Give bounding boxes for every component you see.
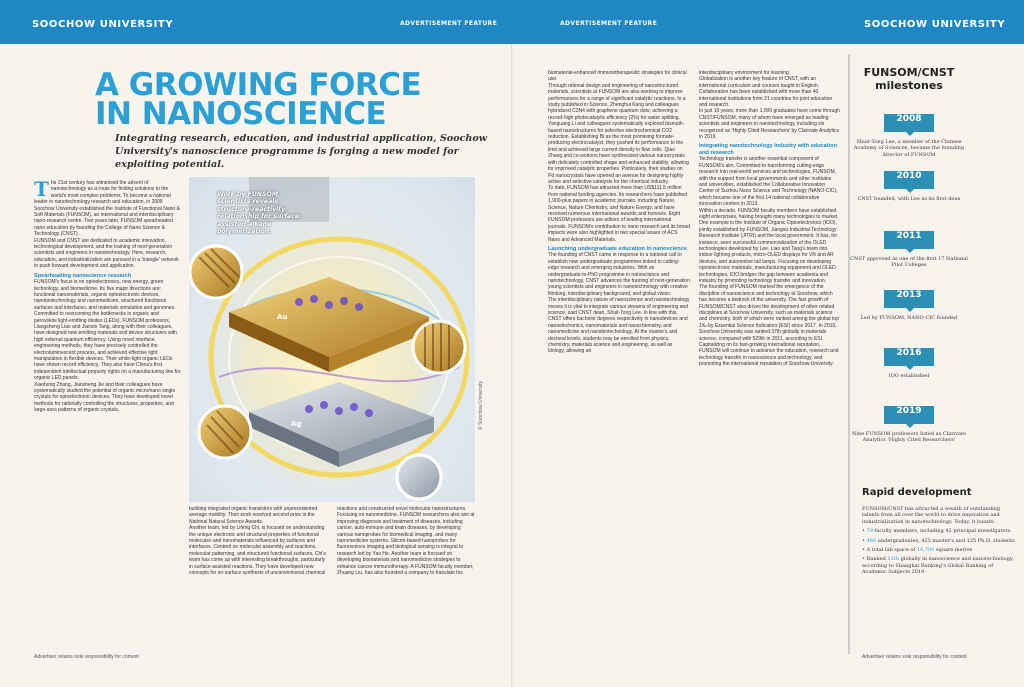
milestone-item [850, 398, 968, 444]
article-title [95, 67, 485, 132]
section-heading: Integrating nanotechnology industry with education and research [699, 143, 837, 156]
milestone-text: Led by FUNSOM, NANO-CIC founded [860, 315, 958, 321]
milestone-year: 2010 [884, 171, 934, 189]
page-gutter [511, 44, 513, 687]
drop-cap: T [34, 180, 49, 201]
paragraph: Globalization is another key feature of CNST, with an international curriculum and courses taught in English. Collaboration has been established with more than 40 international institutions from 21 countries for joint education and research. [699, 76, 833, 109]
sidebar-title: FUNSOM/CNST milestones [863, 66, 955, 92]
title-line-2: IN NANOSCIENCE [95, 96, 387, 132]
section-heading: Launching undergraduate education in nanoscience [548, 245, 687, 252]
article-column-1 [34, 180, 182, 640]
paragraph: interdisciplinary environment for learning. [699, 70, 791, 76]
article-column-5 [699, 70, 841, 642]
paragraph: The founding of FUNSOM marked the emergence of the discipline of nanoscience and technology at Soochow, which has become a bedrock of the university. The fast growth of FUNSOM/CNST also drives the development of other related disciplines at Soochow University, such as materials science and chemistry, both of which were ranked among the global top 1‰ by Essential Science Indicators (ESI) since 2017. In 2019, Soochow University was ranked 37th globally in materials science, compared with 529th in 2011, according to ESI. Capitalizing on its fast-growing international reputation, FUNSOM will continue to advance the education, research and technology transfer in nanoscience and technology, and promoting the international reputation of Soochow University. [699, 284, 839, 368]
paragraph: To date, FUNSOM has attracted more than US$111.5 million from national funding agencies. Its researchers have published 1,900-plus papers in academic journals, including Nature, Science, Nature Chemistry, and Nature Energy, and have received numerous international awards and honours. Eight FUNSOM professors are editors of leading international journals. FUNSOM's contribution to nano research and its broad impacts were also highlighted in two special issues of ACS Nano and Advanced Materials. [548, 185, 690, 243]
figure-caption: Work by FUNSOM scientists reveals structure-reactivity relationship for surface-assisted alkane polymerization. [217, 191, 302, 236]
article-standfirst: Integrating research, education, and industrial application, Soochow University's nanoscience programme is forging a new model for exploiting potential. [115, 133, 488, 170]
milestone-year: 2019 [884, 406, 934, 424]
rapid-development-heading: Rapid development [862, 487, 972, 498]
milestone-year: 2011 [884, 231, 934, 249]
milestone-item [850, 282, 968, 321]
section-heading: Spearheading nanoscience research [34, 272, 132, 279]
milestone-item [850, 163, 968, 202]
paragraph: Another team, led by Lifeng Chi, is focused on understanding the unique electronic and structural properties of functional molecules and nanomaterials influenced by surfaces and interfaces. Centred on molecular assembly and reactions, molecular patterning, and structured functional surfaces, Chi's team has come up with interesting breakthroughs, particularly in surface-assisted reactions. They have developed new concepts for on-surface synthesis of unconventional chemical [189, 525, 326, 577]
paragraph: building integrated organic transistors with unprecedented average mobility. Their work received second prize in the National Natural Science Awards. [189, 506, 318, 525]
paragraph: FUNSOM and CNST are dedicated to academic innovation, technological development, and the training of next-generation scientists and engineers in nanotechnology. Here, research, education, and industrialization are pursued in a 'triangle' network to push forward development and application. [34, 237, 179, 270]
milestone-text: CNST approved as one of the first 17 National Pilot Colleges [850, 256, 968, 269]
paragraph: FUNSOM's focus is on optoelectronics, new energy, green technology, and biomedicine. Its five major directions are: functional nanomaterials, organic optoelectronic devices, nanobiotechnology and nanomedicine, structured functional surfaces and interfaces, and materials simulation and genomes. [34, 279, 176, 311]
left-feature-label: ADVERTISEMENT FEATURE [400, 20, 498, 27]
milestone-item [850, 340, 968, 379]
list-item: • 468 undergraduates, 425 master's and 125 Ph.D. students [862, 537, 1015, 544]
article-column-3 [337, 506, 477, 636]
milestone-year: 2008 [884, 114, 934, 132]
figure-credit: © Soochow University [478, 381, 484, 430]
list-item: • 79 faculty members, including 42 principal investigators [862, 528, 1011, 535]
milestone-text: CNST founded, with Lee as its first dean [857, 196, 961, 202]
rapid-development-body [862, 506, 1018, 576]
left-page-header-bar [0, 0, 512, 44]
milestone-text: IOO established [888, 373, 930, 379]
article-figure [189, 177, 475, 502]
milestone-item [850, 223, 968, 269]
paragraph: The interdisciplinary nature of nanoscience and nanotechnology means it is vital to integrate various streams of engineering and science, said CNST dean, Shuit-Tong Lee. In line with this, CNST offers bachelor degrees respectively in nanodevices and nanoelectronics, nanomaterials and nanochemistry, and nanomedicine and nanobiotechnology. At the master's and doctoral levels, students may be enrolled from physics, chemistry, materials science and engineering, as well as biology, allowing an [548, 297, 690, 355]
paragraph: Committed to overcoming the bottlenecks in organic and perovskite light-emitting diodes (LEDs), FUNSOM professors, Liangsheng Liao and Jiansin Tang, along with their colleagues, have designed new emitting materials and device structures with high external quantum efficiency. Using novel interface engineering methods, they have precisely controlled the electroluminescent process, and achieved effective light manipulation in flexible devices. Their white-light organic LEDs have shown record efficiency. They also have China's first independent intellectual property rights on a manufacturing line for organic LED panels. [34, 311, 181, 382]
paragraph: The founding of CNST came in response to a national call to establish new undergraduate programmes linked to cutting-edge research and emerging industries. With an undergraduate-to-PhD programme in nanoscience and nanotechnology, CNST advances the training of next-generation young scientists and engineers in nanotechnology with creative thinking, interdisciplinary background, and global vision. [548, 252, 690, 297]
label-ag: Ag [291, 420, 302, 428]
paragraph: Within a decade, FUNSOM faculty members have established eight enterprises, having brought many technologies to market. One example is the Institute of Organic Optoelectronics (IOO), jointly established by FUNSOM, Jiangsu Industrial Technology Research Institute (JITRI) and the local government. It has, for instance, seen successful commercialization of the OLED technologies developed by Lee, Liao and Tang's team into indoor lighting products, micro-OLED displays for VR and AR devices, and automotive tail lamps. Focusing on developing optoelectronic materials, manufacturing equipment and OLED technologies, IOO bridges the gap between academia and industry by promoting technology transfer and innovation. [699, 207, 839, 284]
right-brand-label: SOOCHOW UNIVERSITY [864, 19, 1006, 30]
left-brand-label: SOOCHOW UNIVERSITY [32, 19, 174, 30]
milestone-year: 2013 [884, 290, 934, 308]
paragraph: Through rational design and engineering of nanostructured materials, scientists at FUNSOM are also working to improve performances for a range of significant catalytic reactions. In a study published in Science, Zhenghui Kang and colleagues hybridized C3N4 with graphene quantum dots, achieving a record-high photocatalytic efficiency (2%) for water splitting. [548, 82, 686, 121]
left-footer: Advertiser retains sole responsibility for content [34, 654, 139, 660]
rapid-intro: FUNSOM/CNST has attracted a wealth of outstanding talents from all over the world to drive innovation and industrialization in nanotechnology. Today, it boasts: [862, 506, 1001, 525]
paragraph: Yanguang Li and colleagues systematically explored bismuth-based nanostructures for selective electrochemical CO2 reduction. Establishing Bi as the most promising formate-producing electrocatalyst, they pushed its performance to the limit and achieved large current density in flow cells. Qiao Zhang and co-workers have synthesized various nanocrystals with delicately controlled shape and enhanced stability, allowing for improved catalytic properties. Particularly, their studies on Pd nanocrystals have opened an avenue for designing highly active and selective catalysts for the chemical industry. [548, 121, 689, 185]
rapid-list [862, 528, 1018, 575]
title-line-1: A GROWING FORCE [95, 67, 422, 103]
paragraph: reactions and constructed novel molecular nanostructures. [337, 506, 467, 512]
paragraph: Focusing on nanomedicine, FUNSOM researchers also aim at improving diagnosis and treatment of diseases, including cancer, auto-immune and brain diseases, by developing various nanoprobes for biomedical imaging, and many nanomedicine systems. Silicon-based nanoprobes for fluorescence imaging and biological sensing is integral to research led by Yao He. Another team is focused on developing biomaterials and nanomedicine strategies to enhance cancer immunotherapy. A FUNSOM faculty member, Zhuang Liu, has also founded a company to translate his [337, 512, 475, 577]
paragraph: Xiaohong Zhang, Jiansheng Jie and their colleagues have systematically studied the potential of organic micro/nano single crystals for optoelectronic devices. They have developed novel methods for rationally controlling the structures, properties, and large-area patterns of organic crystals, [34, 381, 176, 414]
article-column-4 [548, 70, 690, 642]
milestone-text: Shuit-Tong Lee, a member of the Chinese Academy of Sciences, became the founding director of FUNSOM [853, 139, 965, 158]
list-item: • Ranked 12th globally in nanoscience and nanotechnology, according to Shanghai Ranking's Global Ranking of Academic Subjects 2019 [862, 556, 1014, 576]
milestone-year: 2016 [884, 348, 934, 366]
article-column-2 [189, 506, 329, 636]
right-footer: Advertiser retains sole responsibility for content [862, 654, 967, 660]
milestone-text: Nine FUNSOM professors listed as Clarivate Analytics 'Highly Cited Researchers' [852, 431, 966, 444]
milestones-sidebar [850, 54, 1024, 681]
paragraph: Technology transfer is another essential component of FUNSOM's aim. Committed to transforming cutting-edge research into real-world services and technologies, FUNSOM, with the support from local governments and other institutes and universities, established the Collaborative Innovation Center of Suzhou Nano Science and Technology (NANO-CIC), which became one of the first 14 national collaborative innovation centres in 2013. [699, 156, 838, 208]
paragraph: biomaterial-enhanced immunotherapeutic strategies for clinical use. [548, 70, 687, 83]
right-feature-label: ADVERTISEMENT FEATURE [560, 20, 658, 27]
list-item: • A total lab space of 19,700 square metres [862, 547, 973, 554]
right-page-header-bar [512, 0, 1024, 44]
paragraph: In just 10 years, more than 1,000 graduates have come through CNST/FUNSOM, many of whom have emerged as leading scientists and engineers in nanotechnology, including six recognized as 'Highly Cited Researchers' by Clarivate Analytics in 2019. [699, 108, 840, 141]
paragraph: he 21st century has witnessed the advent of nanotechnology as a route for finding solutions to the world's most complex problems. To become a national leader in nanotechnology research and education, in 2008 Soochow University established the Institute of Functional Nano & Soft Materials (FUNSOM), an international and interdisciplinary nano-research centre. Two years later, FUNSOM spearheaded nano education by founding the College of Nano Science & Technology (CNST). [34, 180, 180, 238]
label-au: Au [277, 313, 288, 321]
milestone-item [850, 106, 968, 158]
